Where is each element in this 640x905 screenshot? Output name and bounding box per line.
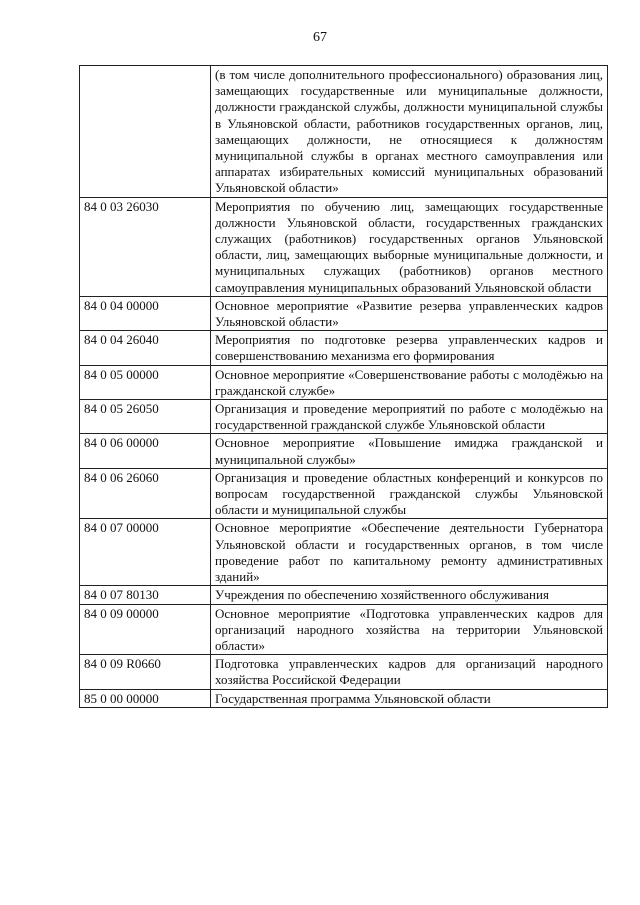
table-row xyxy=(80,66,608,198)
row-code: 84 0 04 00000 xyxy=(80,296,211,330)
row-code: 84 0 09 00000 xyxy=(80,604,211,655)
row-code: 84 0 07 00000 xyxy=(80,519,211,586)
row-description: Учреждения по обеспечению хозяйственного обслуживания xyxy=(211,586,608,604)
table-row xyxy=(80,331,608,365)
table-row xyxy=(80,604,608,655)
table-row xyxy=(80,655,608,689)
row-description: Основное мероприятие «Повышение имиджа гражданской и муниципальной службы» xyxy=(211,434,608,468)
table-row xyxy=(80,689,608,707)
row-code: 84 0 05 00000 xyxy=(80,365,211,399)
row-code: 84 0 03 26030 xyxy=(80,197,211,296)
row-description: Мероприятия по обучению лиц, замещающих государственные должности Ульяновской области, государственных гражданских служащих (работников) государственных органов Ульяновской области, лиц, замещающих выборные муниципальные должности, и муниципальных служащих (работников) органов местного самоуправления муниципальных образований Ульяновской области xyxy=(211,197,608,296)
row-code xyxy=(80,66,211,198)
row-code: 84 0 06 00000 xyxy=(80,434,211,468)
table-row xyxy=(80,197,608,296)
row-description: Организация и проведение мероприятий по работе с молодёжью на государственной гражданской службе Ульяновской области xyxy=(211,400,608,434)
row-description: Основное мероприятие «Подготовка управленческих кадров для организаций народного хозяйства на территории Ульяновской области» xyxy=(211,604,608,655)
row-description: Государственная программа Ульяновской области xyxy=(211,689,608,707)
table-row xyxy=(80,365,608,399)
row-code: 84 0 07 80130 xyxy=(80,586,211,604)
row-code: 84 0 05 26050 xyxy=(80,400,211,434)
budget-code-table xyxy=(79,65,608,708)
row-description: Подготовка управленческих кадров для организаций народного хозяйства Российской Федерации xyxy=(211,655,608,689)
page-number: 67 xyxy=(313,30,327,45)
table-row xyxy=(80,434,608,468)
row-code: 84 0 04 26040 xyxy=(80,331,211,365)
table-row xyxy=(80,400,608,434)
row-code: 84 0 09 R0660 xyxy=(80,655,211,689)
table-row xyxy=(80,586,608,604)
row-description: Основное мероприятие «Совершенствование работы с молодёжью на гражданской службе» xyxy=(211,365,608,399)
row-description: (в том числе дополнительного профессионального) образования лиц, замещающих государственные или муниципальные должности, должности гражданской службы, должности муниципальной службы в Ульяновской области, работников государственных органов, лиц, замещающих должности, не относящиеся к должностям муниципальной службы в органах местного самоуправления или аппаратах избирательных комиссий муниципальных образований Ульяновской области» xyxy=(211,66,608,198)
table-row xyxy=(80,519,608,586)
row-description: Мероприятия по подготовке резерва управленческих кадров и совершенствованию механизма его формирования xyxy=(211,331,608,365)
row-description: Основное мероприятие «Развитие резерва управленческих кадров Ульяновской области» xyxy=(211,296,608,330)
row-code: 85 0 00 00000 xyxy=(80,689,211,707)
row-description: Организация и проведение областных конференций и конкурсов по вопросам государственной гражданской службы Ульяновской области и муниципальной службы xyxy=(211,468,608,519)
table-row xyxy=(80,468,608,519)
table-row xyxy=(80,296,608,330)
table-body xyxy=(80,66,608,708)
row-code: 84 0 06 26060 xyxy=(80,468,211,519)
row-description: Основное мероприятие «Обеспечение деятельности Губернатора Ульяновской области и государственных органов, в том числе проведение работ по капитальному ремонту административных зданий» xyxy=(211,519,608,586)
